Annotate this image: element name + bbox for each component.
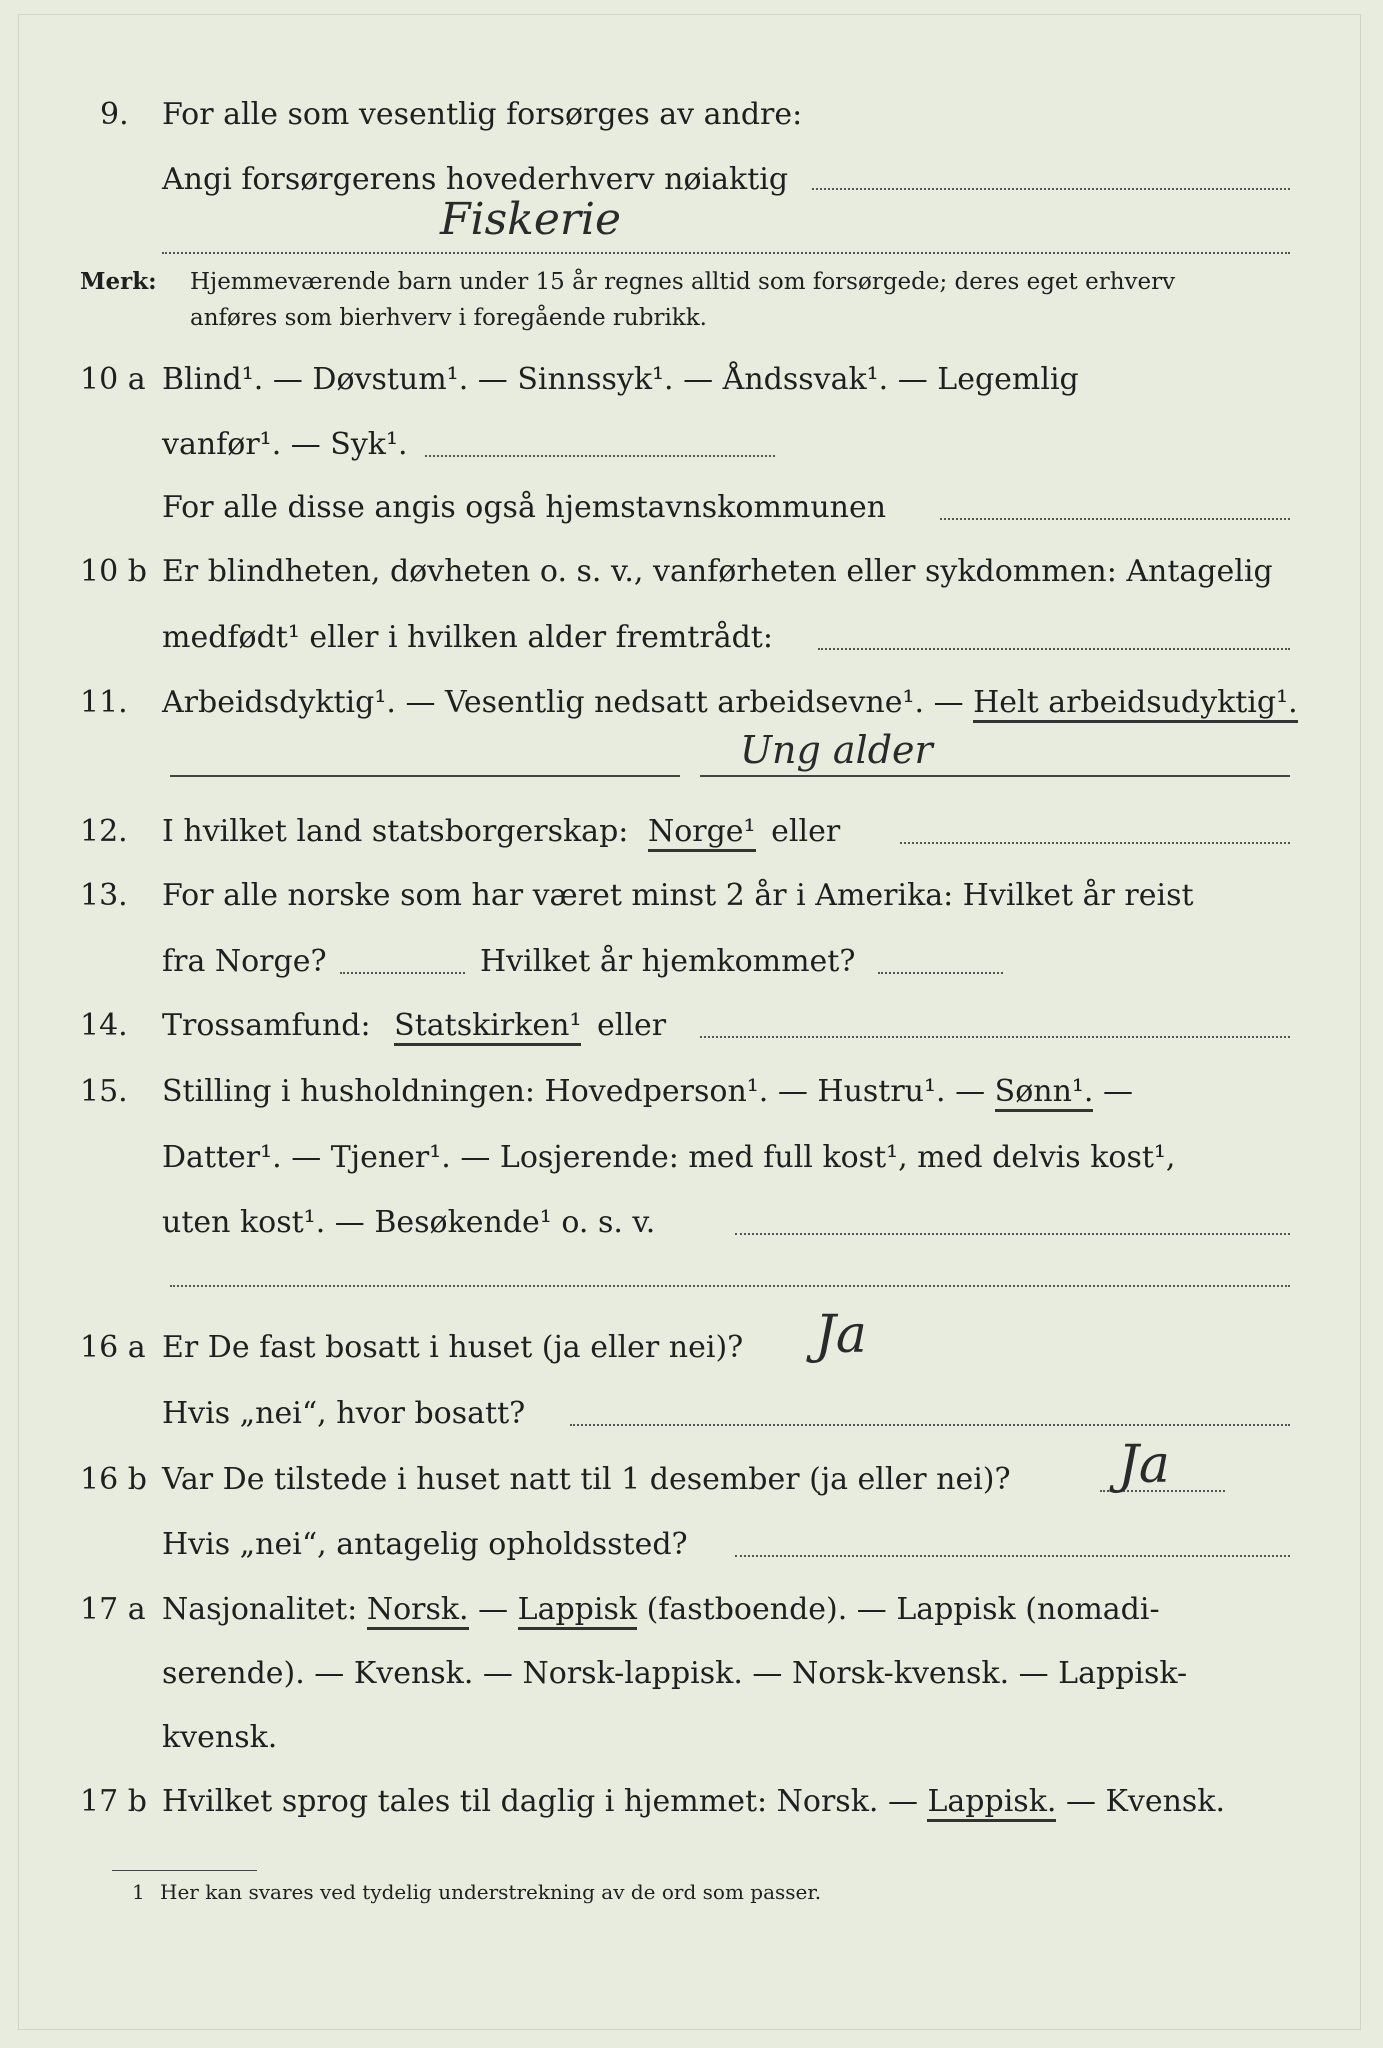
q13-row2 xyxy=(0,932,1383,992)
q12-text3: eller xyxy=(771,814,841,849)
q15-line3: uten kost¹. — Besøkende¹ o. s. v. xyxy=(162,1205,656,1240)
q16a-line2: Hvis „nei“, hvor bosatt? xyxy=(162,1396,526,1431)
q11-answer-line-left[interactable] xyxy=(170,775,680,777)
q14-answer-line[interactable] xyxy=(700,1036,1290,1038)
q13-departure-line[interactable] xyxy=(340,972,465,974)
q13-line1: For alle norske som har været minst 2 år i Amerika: Hvilket år reist xyxy=(162,878,1194,913)
q10a-line1: Blind¹. — Døvstum¹. — Sinnssyk¹. — Åndssvak¹. — Legemlig xyxy=(162,362,1079,397)
q13-line2a: fra Norge? xyxy=(162,944,327,979)
q9-line1: For alle som vesentlig forsørges av andre: xyxy=(162,97,803,132)
q11-answer-line-right[interactable] xyxy=(700,775,1290,777)
q9-line2: Angi forsørgerens hovederhverv nøiaktig xyxy=(162,162,789,197)
q12-row xyxy=(0,802,1383,862)
q10b-line2: medfødt¹ eller i hvilken alder fremtrådt: xyxy=(162,620,773,655)
q17a-line1d-underlined: Lappisk xyxy=(518,1592,637,1630)
q16a-row xyxy=(0,1318,1383,1378)
q17a-row xyxy=(0,1580,1383,1640)
q14-row xyxy=(0,996,1383,1056)
q10a-line2: vanfør¹. — Syk¹. xyxy=(162,427,408,462)
footnote-rule xyxy=(112,1870,257,1871)
q10a-number: 10 a xyxy=(80,362,146,397)
q11-row xyxy=(0,673,1383,733)
q14-text1: Trossamfund: xyxy=(162,1008,371,1043)
q16b-handwritten-answer: Ja xyxy=(1118,1435,1170,1495)
q17b-number: 17 b xyxy=(80,1784,147,1819)
q16b-line2: Hvis „nei“, antagelig opholdssted? xyxy=(162,1527,688,1562)
q13-number: 13. xyxy=(80,878,128,913)
q14-text3: eller xyxy=(597,1008,667,1043)
q15-row2 xyxy=(0,1128,1383,1188)
q17b-row xyxy=(0,1772,1383,1832)
q15-line1c: — xyxy=(1093,1074,1134,1109)
q10a-hometown-line[interactable] xyxy=(940,518,1290,520)
q17b-line1c: — Kvensk. xyxy=(1056,1784,1226,1819)
q17a-row3 xyxy=(0,1708,1383,1768)
q16a-row2 xyxy=(0,1384,1383,1444)
q10a-row2 xyxy=(0,415,1383,475)
q10a-row3 xyxy=(0,478,1383,538)
q10a-answer-line[interactable] xyxy=(425,455,775,457)
q16b-row xyxy=(0,1450,1383,1510)
q9-number: 9. xyxy=(100,97,129,132)
q12-text2-underlined: Norge¹ xyxy=(648,814,756,852)
merk-row xyxy=(0,264,1383,300)
q16b-line1: Var De tilstede i huset natt til 1 desember (ja eller nei)? xyxy=(162,1462,1011,1497)
q11-number: 11. xyxy=(80,685,128,720)
q17a-line3: kvensk. xyxy=(162,1720,278,1755)
footnote-text: Her kan svares ved tydelig understrekning av de ord som passer. xyxy=(160,1880,822,1904)
q15-line1a: Stilling i husholdningen: Hovedperson¹. — Hustru¹. — xyxy=(162,1074,995,1109)
q9-row2 xyxy=(0,150,1383,210)
q15-answer-line2[interactable] xyxy=(170,1285,1290,1287)
q17a-line1b-underlined: Norsk. xyxy=(367,1592,469,1630)
q9-row xyxy=(0,85,1383,145)
q16b-residence-line[interactable] xyxy=(735,1555,1290,1557)
q15-row3 xyxy=(0,1193,1383,1253)
q10b-number: 10 b xyxy=(80,554,147,589)
q16a-answer-line[interactable] xyxy=(570,1424,1290,1426)
q10b-row2 xyxy=(0,608,1383,668)
q17a-line1e: (fastboende). — Lappisk (nomadi- xyxy=(637,1592,1160,1627)
q11-handwritten-answer: Ung alder xyxy=(740,728,933,772)
q12-number: 12. xyxy=(80,814,128,849)
q15-row xyxy=(0,1062,1383,1122)
q11-line1a: Arbeidsdyktig¹. — Vesentlig nedsatt arbeidsevne¹. — xyxy=(162,685,974,720)
q17a-number: 17 a xyxy=(80,1592,146,1627)
q16a-number: 16 a xyxy=(80,1330,146,1365)
merk-row2 xyxy=(0,300,1383,336)
merk-label: Merk: xyxy=(80,268,157,295)
q16b-number: 16 b xyxy=(80,1462,147,1497)
q10b-answer-line[interactable] xyxy=(818,648,1290,650)
q10a-row xyxy=(0,350,1383,410)
q17a-line2: serende). — Kvensk. — Norsk-lappisk. — Norsk-kvensk. — Lappisk- xyxy=(162,1656,1188,1691)
q16b-row2 xyxy=(0,1515,1383,1575)
q12-text1: I hvilket land statsborgerskap: xyxy=(162,814,629,849)
q16a-handwritten-answer: Ja xyxy=(815,1305,867,1365)
q10b-line1: Er blindheten, døvheten o. s. v., vanførheten eller sykdommen: Antagelig xyxy=(162,554,1273,589)
q17b-line1a: Hvilket sprog tales til daglig i hjemmet: Norsk. — xyxy=(162,1784,928,1819)
q9-answer-line[interactable] xyxy=(812,188,1290,190)
q17a-line1c: — xyxy=(468,1592,518,1627)
q15-line2: Datter¹. — Tjener¹. — Losjerende: med full kost¹, med delvis kost¹, xyxy=(162,1140,1176,1175)
q17a-row2 xyxy=(0,1644,1383,1704)
q13-row xyxy=(0,866,1383,926)
q12-answer-line[interactable] xyxy=(900,842,1290,844)
q9-answer-line2[interactable] xyxy=(162,252,1290,254)
q14-text2-underlined: Statskirken¹ xyxy=(394,1008,581,1046)
merk-line1: Hjemmeværende barn under 15 år regnes alltid som forsørgede; deres eget erhverv xyxy=(190,269,1176,295)
q15-answer-line[interactable] xyxy=(735,1233,1290,1235)
q17a-line1a: Nasjonalitet: xyxy=(162,1592,367,1627)
q15-line1b-underlined: Sønn¹. xyxy=(995,1074,1094,1112)
q10b-row xyxy=(0,542,1383,602)
q11-line1b-underlined: Helt arbeidsudyktig¹. xyxy=(973,685,1298,723)
footnote-mark: 1 xyxy=(132,1880,145,1904)
q15-number: 15. xyxy=(80,1074,128,1109)
q13-return-line[interactable] xyxy=(878,972,1003,974)
q9-handwritten-answer: Fiskerie xyxy=(440,194,622,245)
q10a-line3: For alle disse angis også hjemstavnskommunen xyxy=(162,490,887,525)
q14-number: 14. xyxy=(80,1008,128,1043)
q13-line2b: Hvilket år hjemkommet? xyxy=(480,944,856,979)
merk-line2: anføres som bierhverv i foregående rubrikk. xyxy=(190,305,707,331)
q16a-line1: Er De fast bosatt i huset (ja eller nei)? xyxy=(162,1330,744,1365)
q17b-line1b-underlined: Lappisk. xyxy=(927,1784,1056,1822)
